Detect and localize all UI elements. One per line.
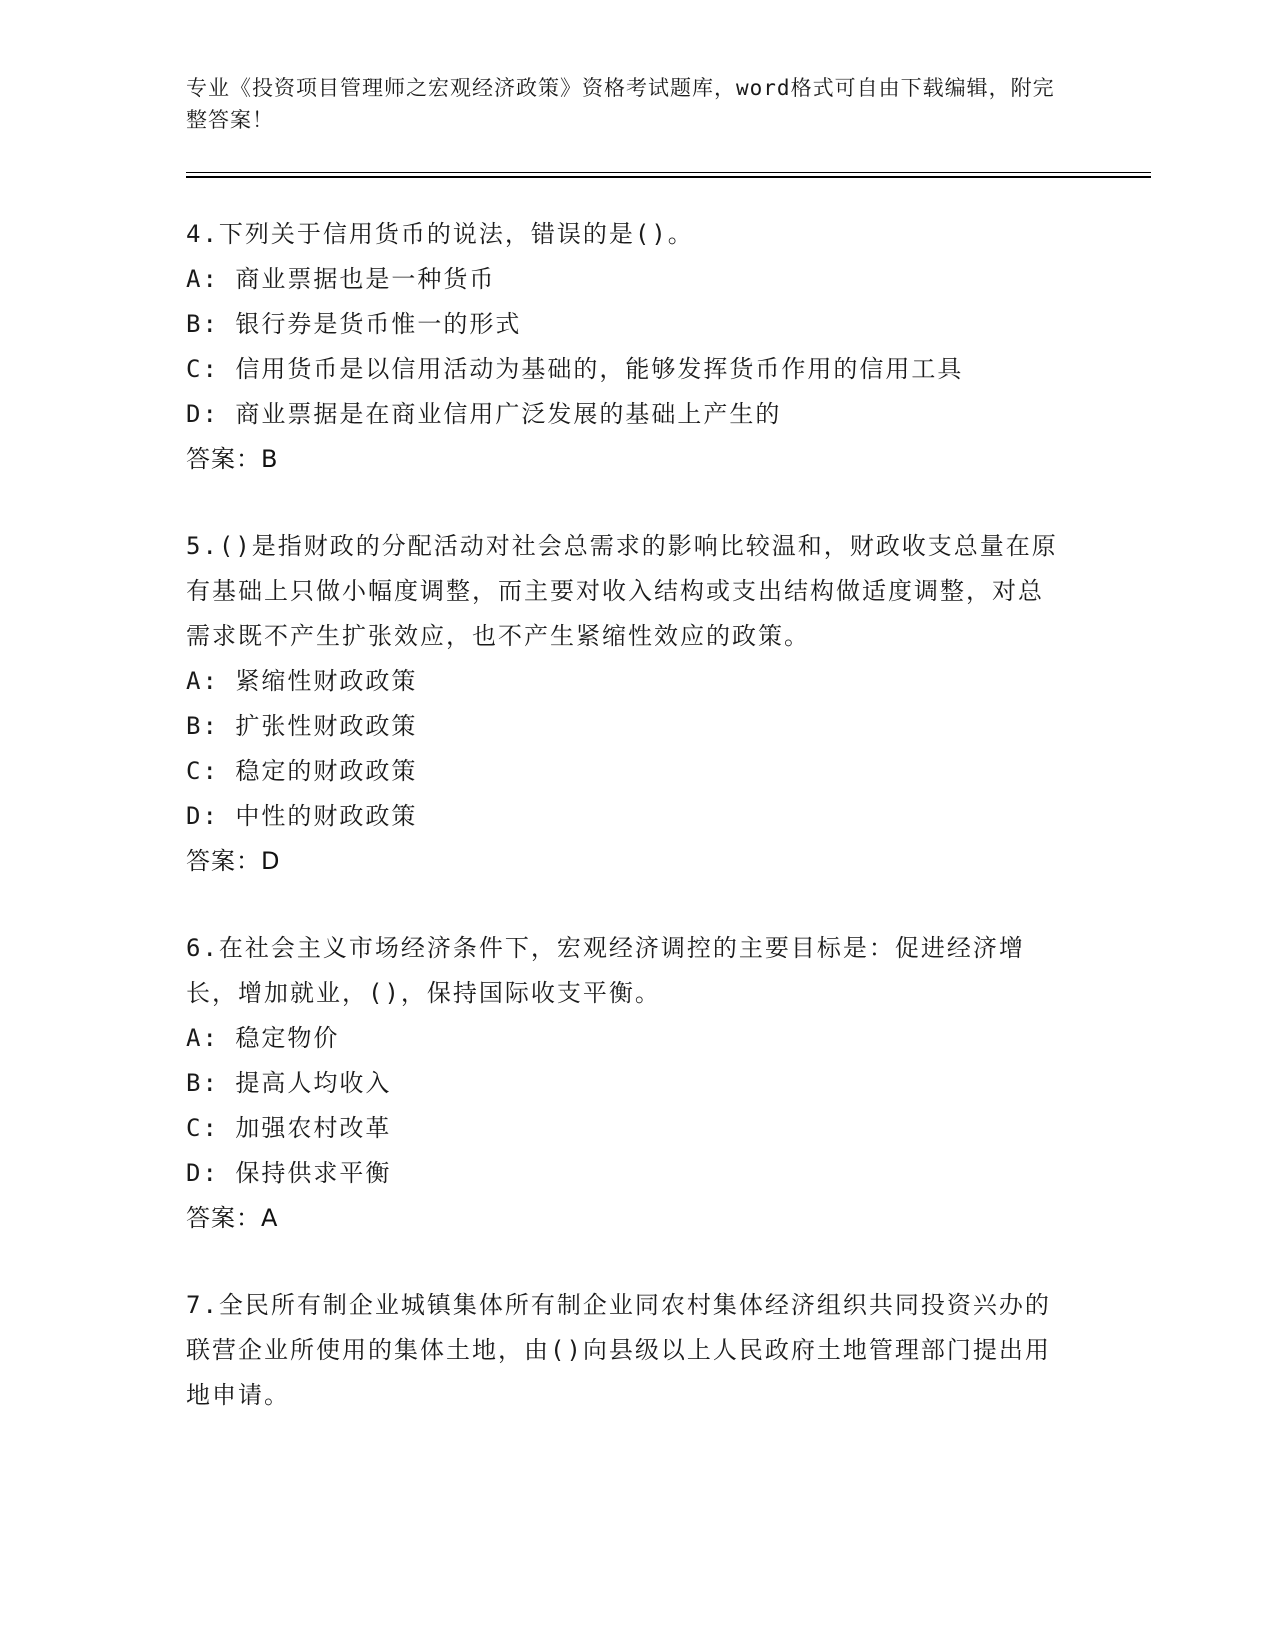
question-5	[186, 524, 1146, 884]
document-page	[186, 0, 1146, 1418]
option-a: A: 商业票据也是一种货币	[186, 265, 496, 293]
answer: 答案：B	[186, 445, 279, 473]
question-7	[186, 1283, 1146, 1418]
option-b: B: 提高人均收入	[186, 1069, 392, 1097]
option-b: B: 银行券是货币惟一的形式	[186, 310, 522, 338]
answer: 答案：D	[186, 847, 281, 875]
question-6	[186, 926, 1146, 1241]
question-stem: 4.下列关于信用货币的说法，错误的是()。	[186, 220, 694, 248]
option-d: D: 保持供求平衡	[186, 1159, 392, 1187]
option-b: B: 扩张性财政政策	[186, 712, 418, 740]
header-divider	[186, 172, 1151, 178]
question-stem: 5.()是指财政的分配活动对社会总需求的影响比较温和，财政收支总量在原有基础上只做小幅度调整，而主要对收入结构或支出结构做适度调整，对总需求既不产生扩张效应，也不产生紧缩性效应的政策。	[186, 532, 1058, 650]
option-a: A: 紧缩性财政政策	[186, 667, 418, 695]
document-header: 专业《投资项目管理师之宏观经济政策》资格考试题库，word格式可自由下载编辑，附完整答案！	[186, 76, 1055, 132]
option-c: C: 稳定的财政政策	[186, 757, 418, 785]
question-stem: 7.全民所有制企业城镇集体所有制企业同农村集体经济组织共同投资兴办的联营企业所使用的集体土地，由()向县级以上人民政府土地管理部门提出用地申请。	[186, 1291, 1051, 1409]
answer: 答案：A	[186, 1204, 279, 1232]
option-c: C: 加强农村改革	[186, 1114, 392, 1142]
question-4	[186, 212, 1146, 482]
option-c: C: 信用货币是以信用活动为基础的，能够发挥货币作用的信用工具	[186, 355, 964, 383]
option-d: D: 中性的财政政策	[186, 802, 418, 830]
option-a: A: 稳定物价	[186, 1024, 340, 1052]
question-stem: 6.在社会主义市场经济条件下，宏观经济调控的主要目标是：促进经济增长，增加就业，()，保持国际收支平衡。	[186, 934, 1025, 1007]
option-d: D: 商业票据是在商业信用广泛发展的基础上产生的	[186, 400, 782, 428]
